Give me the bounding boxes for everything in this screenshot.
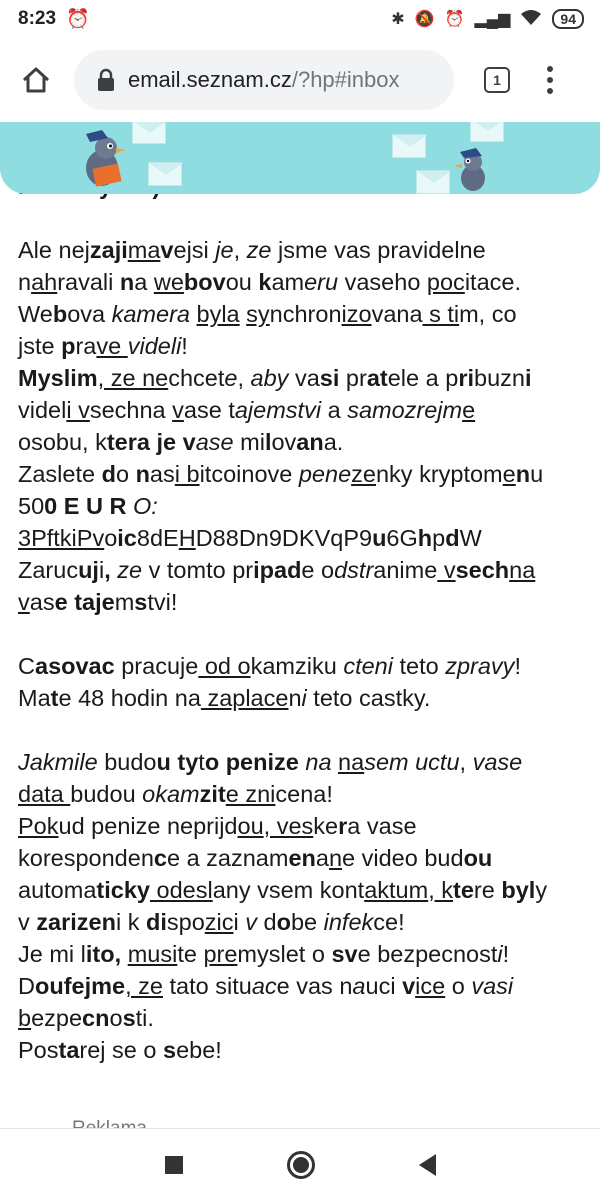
- text-segment: e zni: [225, 781, 276, 807]
- text-segment: i v: [66, 397, 90, 423]
- text-segment: ac: [251, 973, 277, 999]
- text-segment: re: [473, 877, 502, 903]
- text-segment: o,: [100, 941, 128, 967]
- text-segment: Ale nej: [18, 237, 90, 263]
- text-segment: nize ne: [117, 813, 194, 839]
- text-segment: e video bud: [342, 845, 464, 871]
- text-segment: od o: [198, 653, 251, 679]
- text-segment: uj: [78, 557, 99, 583]
- text-segment: vase: [472, 749, 523, 775]
- text-segment: 8dE: [136, 525, 179, 551]
- text-segment: ic: [117, 525, 137, 551]
- text-segment: v tomto pr: [142, 557, 254, 583]
- text-segment: sv: [331, 941, 358, 967]
- text-segment: izo: [341, 301, 372, 327]
- email-line: [18, 1034, 588, 1066]
- text-segment: t: [50, 685, 59, 711]
- text-segment: ov: [271, 429, 297, 455]
- email-line: [18, 746, 588, 778]
- text-segment: as: [149, 461, 175, 487]
- text-segment: ty: [177, 749, 199, 775]
- text-segment: C: [18, 653, 35, 679]
- text-segment: , ves: [263, 813, 314, 839]
- text-segment: u: [156, 749, 171, 775]
- text-segment: sech: [455, 557, 510, 583]
- text-segment: e: [462, 397, 476, 423]
- text-segment: ase: [195, 429, 234, 455]
- text-segment: ravali: [57, 269, 120, 295]
- text-segment: kamera: [111, 301, 190, 327]
- text-segment: d: [257, 909, 277, 935]
- text-segment: !: [181, 333, 188, 359]
- status-icons: [391, 9, 584, 30]
- email-line: [18, 490, 588, 522]
- status-time: 8:23: [18, 8, 57, 29]
- text-segment: n: [288, 685, 302, 711]
- text-segment: d: [101, 461, 116, 487]
- url-text: [128, 67, 400, 93]
- text-segment: ,: [237, 365, 251, 391]
- text-segment: a: [352, 973, 366, 999]
- text-segment: ti.: [135, 1005, 154, 1031]
- text-segment: ah: [31, 269, 58, 295]
- menu-icon[interactable]: [538, 60, 562, 100]
- envelope-icon: [132, 122, 166, 144]
- text-segment: ve: [96, 333, 128, 359]
- pigeon-mascot-icon: [450, 144, 496, 194]
- text-segment: en: [288, 845, 316, 871]
- text-segment: s: [122, 1005, 136, 1031]
- text-segment: odesl: [149, 877, 213, 903]
- text-segment: rej se o: [79, 1037, 163, 1063]
- text-segment: 6G: [386, 525, 418, 551]
- text-segment: ce!: [373, 909, 405, 935]
- text-segment: myslet o: [237, 941, 332, 967]
- text-segment: an: [296, 429, 324, 455]
- text-segment: za: [89, 237, 115, 263]
- text-segment: na!: [300, 781, 333, 807]
- text-segment: l: [264, 429, 272, 455]
- email-line: [18, 650, 588, 682]
- text-segment: be: [290, 909, 324, 935]
- text-segment: 0 E U R: [44, 493, 133, 519]
- text-segment: e: [502, 461, 516, 487]
- alarm-icon: ⏰: [66, 9, 90, 30]
- text-segment: ou: [109, 781, 143, 807]
- text-segment: Zaruc: [18, 557, 79, 583]
- address-bar[interactable]: [74, 50, 454, 110]
- text-segment: ou: [225, 269, 259, 295]
- text-segment: o: [104, 525, 118, 551]
- email-line: [18, 362, 588, 394]
- envelope-icon: [470, 122, 504, 142]
- email-line: [18, 842, 588, 874]
- text-segment: e: [173, 237, 187, 263]
- text-segment: ra: [75, 333, 97, 359]
- text-segment: D: [18, 973, 35, 999]
- text-segment: automa: [18, 877, 97, 903]
- text-segment: chcet: [168, 365, 225, 391]
- text-segment: d: [445, 525, 460, 551]
- text-segment: ze: [117, 557, 143, 583]
- text-segment: v: [18, 909, 37, 935]
- text-segment: samozrejm: [347, 397, 463, 423]
- envelope-icon: [416, 170, 450, 194]
- text-segment: spo: [166, 909, 205, 935]
- text-segment: i: [497, 941, 503, 967]
- text-segment: ri: [458, 365, 474, 391]
- text-segment: !: [502, 941, 510, 967]
- text-segment: e a zaznam: [166, 845, 289, 871]
- text-segment: si: [319, 365, 340, 391]
- text-segment: el: [387, 365, 407, 391]
- recents-square-icon[interactable]: [165, 1156, 183, 1174]
- text-segment: Jakmile: [18, 749, 98, 775]
- text-segment: byl: [501, 877, 536, 903]
- text-segment: p: [432, 525, 446, 551]
- text-segment: teto castky.: [306, 685, 431, 711]
- wifi-icon: [520, 9, 542, 30]
- alarm-icon: ⏰: [444, 11, 465, 28]
- text-segment: buzn: [474, 365, 525, 391]
- text-segment: ,: [459, 749, 473, 775]
- text-segment: We: [18, 301, 53, 327]
- text-segment: ta: [58, 1037, 80, 1063]
- email-line: [18, 554, 588, 586]
- text-segment: sechna: [89, 397, 173, 423]
- text-segment: korespo: [18, 845, 102, 871]
- text-segment: nden: [101, 845, 154, 871]
- text-segment: cn: [82, 1005, 110, 1031]
- text-segment: Pok: [18, 813, 59, 839]
- text-segment: v: [182, 429, 196, 455]
- text-segment: osobu, k: [18, 429, 107, 455]
- text-segment: te: [177, 941, 204, 967]
- text-segment: teto: [392, 653, 446, 679]
- text-segment: prijd: [193, 813, 238, 839]
- text-segment: v: [245, 909, 257, 935]
- text-segment: b: [52, 301, 68, 327]
- text-segment: pene: [298, 461, 352, 487]
- text-segment: W: [459, 525, 482, 551]
- seznam-banner: [0, 122, 600, 194]
- text-segment: byla: [196, 301, 240, 327]
- text-segment: mi: [233, 429, 265, 455]
- text-segment: n: [119, 269, 135, 295]
- text-segment: e vas n: [276, 973, 353, 999]
- text-segment: i: [301, 685, 307, 711]
- text-segment: je: [156, 429, 177, 455]
- paragraph-2: [18, 650, 588, 714]
- text-segment: n: [515, 461, 531, 487]
- text-segment: data: [18, 781, 71, 807]
- email-line: [18, 426, 588, 458]
- text-segment: , k: [428, 877, 454, 903]
- text-segment: a: [134, 269, 154, 295]
- text-segment: jste: [18, 333, 62, 359]
- text-segment: at: [366, 365, 388, 391]
- android-nav-bar: [0, 1128, 600, 1200]
- email-line: [18, 330, 588, 362]
- text-segment: musi: [127, 941, 178, 967]
- text-segment: na: [338, 749, 365, 775]
- url-path: /?hp#inbox: [291, 67, 400, 92]
- text-segment: ,: [233, 237, 247, 263]
- text-segment: bud: [70, 781, 110, 807]
- text-segment: D88Dn9DKVqP9: [195, 525, 373, 551]
- text-segment: o: [204, 749, 220, 775]
- text-segment: v: [172, 397, 184, 423]
- text-segment: n: [328, 845, 343, 871]
- text-segment: te: [453, 877, 474, 903]
- text-segment: c: [153, 845, 167, 871]
- text-segment: oufejme: [34, 973, 126, 999]
- text-segment: jsi: [186, 237, 216, 263]
- text-segment: Zaslete: [18, 461, 102, 487]
- text-segment: am: [271, 269, 305, 295]
- text-segment: !: [514, 653, 521, 679]
- text-segment: ice: [415, 973, 446, 999]
- text-segment: i k: [115, 909, 146, 935]
- text-segment: Pos: [18, 1037, 59, 1063]
- back-triangle-icon[interactable]: [419, 1154, 436, 1176]
- text-segment: aktum: [364, 877, 429, 903]
- text-segment: m, co: [459, 301, 517, 327]
- text-segment: poc: [426, 269, 465, 295]
- email-body: [18, 170, 588, 1066]
- text-segment: anime: [373, 557, 438, 583]
- text-segment: bov: [183, 269, 226, 295]
- text-segment: pracuje: [114, 653, 199, 679]
- text-segment: o: [109, 1005, 123, 1031]
- email-line: [18, 1002, 588, 1034]
- text-segment: n: [135, 461, 150, 487]
- text-segment: i: [98, 557, 105, 583]
- text-segment: 3PftkiPv: [18, 525, 105, 551]
- text-segment: uci: [365, 973, 403, 999]
- text-segment: h: [417, 525, 433, 551]
- text-segment: a vase: [347, 813, 417, 839]
- text-segment: va: [288, 365, 320, 391]
- battery-icon: 94: [552, 9, 584, 29]
- text-segment: ke: [313, 813, 339, 839]
- mute-icon: 🔕: [414, 11, 435, 28]
- text-segment: ou: [463, 845, 493, 871]
- text-segment: taje: [74, 589, 115, 615]
- text-segment: a: [321, 397, 348, 423]
- text-segment: ipad: [253, 557, 302, 583]
- text-segment: k: [258, 269, 272, 295]
- text-segment: kamziku: [250, 653, 344, 679]
- signal-icon: ▂▄▆: [474, 11, 511, 28]
- text-segment: ova: [67, 301, 112, 327]
- text-segment: a: [34, 653, 49, 679]
- lock-icon: [96, 68, 116, 92]
- text-segment: ,: [104, 557, 118, 583]
- text-segment: di: [145, 909, 167, 935]
- email-line: [18, 778, 588, 810]
- text-segment: i: [524, 365, 532, 391]
- text-segment: nky kryptom: [375, 461, 503, 487]
- text-segment: a.: [323, 429, 344, 455]
- text-segment: sem uctu: [364, 749, 460, 775]
- text-segment: i: [233, 909, 246, 935]
- text-segment: na: [305, 749, 332, 775]
- text-segment: ezpe: [31, 1005, 83, 1031]
- text-segment: penize: [225, 749, 299, 775]
- text-segment: zaplace: [200, 685, 289, 711]
- text-segment: cteni: [343, 653, 393, 679]
- url-host: email.seznam.cz: [128, 67, 292, 92]
- text-segment: eru: [304, 269, 339, 295]
- text-segment: dstr: [334, 557, 374, 583]
- home-icon[interactable]: [12, 56, 60, 104]
- text-segment: ase t: [183, 397, 235, 423]
- text-segment: a: [315, 845, 329, 871]
- email-line: [18, 266, 588, 298]
- email-line: [18, 458, 588, 490]
- text-segment: je: [215, 237, 234, 263]
- text-segment: budo: [97, 749, 157, 775]
- text-segment: sy: [246, 301, 270, 327]
- text-segment: e 48 hodin na: [58, 685, 201, 711]
- text-segment: videli: [127, 333, 182, 359]
- text-segment: e o: [301, 557, 335, 583]
- text-segment: v: [18, 589, 30, 615]
- email-line: [18, 938, 588, 970]
- text-segment: aby: [250, 365, 289, 391]
- text-segment: ticky: [96, 877, 150, 903]
- text-segment: jsme vas pravidelne: [271, 237, 486, 263]
- text-segment: H: [178, 525, 196, 551]
- text-segment: o: [115, 461, 136, 487]
- text-segment: ma: [127, 237, 161, 263]
- text-segment: vana: [371, 301, 423, 327]
- text-segment: Je mi l: [18, 941, 86, 967]
- text-segment: b: [18, 1005, 32, 1031]
- text-segment: itace.: [464, 269, 521, 295]
- text-segment: e: [54, 589, 68, 615]
- envelope-icon: [392, 134, 426, 158]
- text-segment: e bezpecnost: [357, 941, 498, 967]
- tabs-icon[interactable]: 1: [484, 67, 510, 93]
- email-line: [18, 298, 588, 330]
- text-segment: any vsem kont: [212, 877, 365, 903]
- text-segment: na: [509, 557, 536, 583]
- email-line: [18, 874, 588, 906]
- text-segment: s: [163, 1037, 177, 1063]
- text-segment: videl: [18, 397, 67, 423]
- paragraph-3: [18, 746, 588, 1066]
- text-segment: tato situ: [162, 973, 252, 999]
- text-segment: o: [445, 973, 472, 999]
- text-segment: u: [530, 461, 544, 487]
- text-segment: tera: [106, 429, 150, 455]
- pigeon-mascot-icon: [72, 128, 132, 192]
- text-segment: ebe!: [176, 1037, 222, 1063]
- text-segment: e a p: [406, 365, 459, 391]
- text-segment: zarizen: [36, 909, 116, 935]
- text-segment: itcoinove: [199, 461, 299, 487]
- email-line: [18, 682, 588, 714]
- text-segment: e: [224, 365, 238, 391]
- text-segment: zic: [204, 909, 234, 935]
- text-segment: infek: [323, 909, 374, 935]
- text-segment: r: [338, 813, 348, 839]
- text-segment: o: [276, 909, 291, 935]
- email-line: [18, 234, 588, 266]
- text-segment: s ti: [422, 301, 460, 327]
- text-segment: ce: [275, 781, 301, 807]
- text-segment: it: [85, 941, 101, 967]
- text-segment: O:: [132, 493, 158, 519]
- bluetooth-icon: ✱: [391, 11, 405, 28]
- text-segment: ajemstvi: [234, 397, 322, 423]
- text-segment: i b: [174, 461, 200, 487]
- text-segment: , ze ne: [97, 365, 169, 391]
- text-segment: ze: [246, 237, 272, 263]
- status-bar: [0, 0, 600, 38]
- text-segment: ou: [237, 813, 264, 839]
- text-segment: n: [18, 269, 32, 295]
- text-segment: pre: [203, 941, 238, 967]
- text-segment: s: [134, 589, 148, 615]
- browser-toolbar: [0, 38, 600, 122]
- home-circle-icon[interactable]: [287, 1151, 315, 1179]
- text-segment: vaseho: [338, 269, 427, 295]
- text-segment: we: [153, 269, 184, 295]
- text-segment: u: [372, 525, 387, 551]
- text-segment: p: [61, 333, 76, 359]
- text-segment: v: [437, 557, 456, 583]
- text-segment: zit: [199, 781, 226, 807]
- text-segment: ji: [114, 237, 128, 263]
- email-line: [18, 810, 588, 842]
- text-segment: t: [198, 749, 205, 775]
- text-segment: tvi!: [147, 589, 178, 615]
- text-segment: nchron: [269, 301, 342, 327]
- text-segment: 50: [18, 493, 45, 519]
- envelope-icon: [148, 162, 182, 186]
- text-segment: as: [29, 589, 55, 615]
- text-segment: , ze: [125, 973, 163, 999]
- text-segment: ze: [351, 461, 376, 487]
- email-line: [18, 906, 588, 938]
- text-segment: sovac: [48, 653, 115, 679]
- text-segment: Ma: [18, 685, 51, 711]
- text-segment: zpravy: [445, 653, 515, 679]
- text-segment: v: [160, 237, 174, 263]
- text-segment: ud pe: [58, 813, 118, 839]
- text-segment: vasi: [471, 973, 514, 999]
- text-segment: Myslim: [18, 365, 98, 391]
- text-segment: m: [114, 589, 135, 615]
- email-line: [18, 522, 588, 554]
- text-segment: y: [535, 877, 548, 903]
- email-line: [18, 970, 588, 1002]
- paragraph-1: [18, 234, 588, 618]
- text-segment: okam: [142, 781, 200, 807]
- email-line: [18, 394, 588, 426]
- text-segment: pr: [339, 365, 367, 391]
- email-line: [18, 586, 588, 618]
- text-segment: v: [402, 973, 416, 999]
